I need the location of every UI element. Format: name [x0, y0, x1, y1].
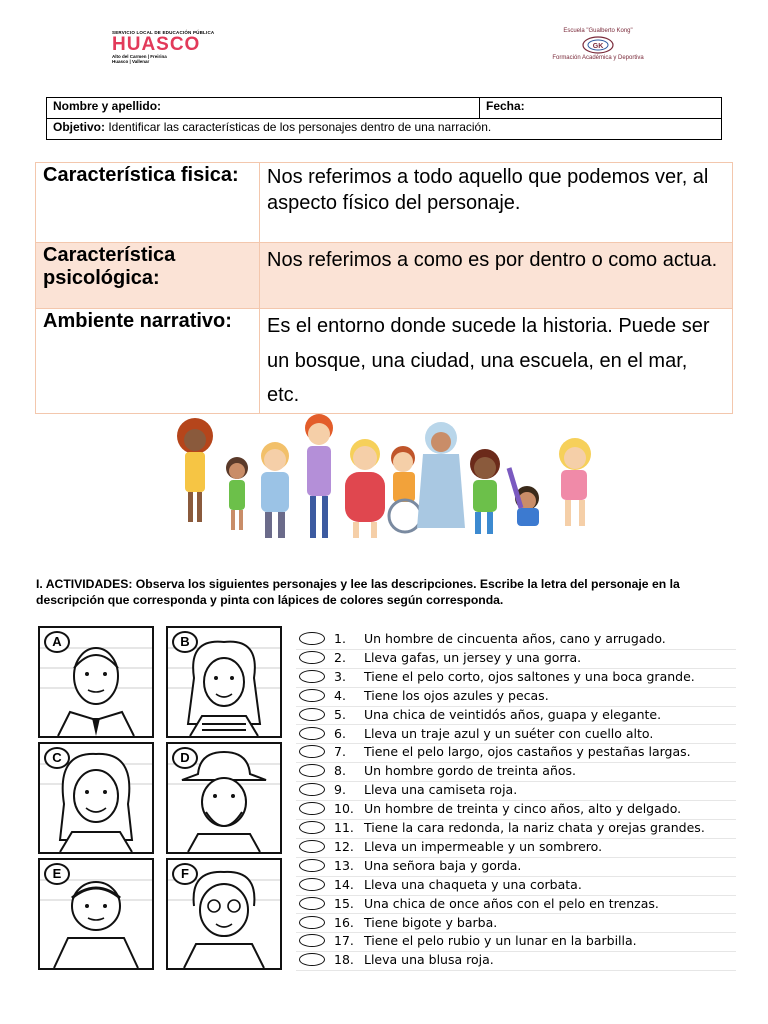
child-figure: [177, 418, 213, 522]
character-portraits: [38, 626, 284, 972]
child-figure: [305, 414, 333, 538]
service-name: SERVICIO LOCAL DE EDUCACIÓN PÚBLICA: [112, 30, 215, 35]
answer-oval[interactable]: [299, 689, 325, 702]
answer-oval[interactable]: [299, 708, 325, 721]
portrait-label: E: [44, 863, 70, 885]
objective-text: Identificar las características de los personajes dentro de una narración.: [105, 120, 492, 134]
brand-name: [112, 36, 252, 54]
child-figure: [509, 468, 539, 526]
description-text: Un hombre de cincuenta años, cano y arrugado.: [364, 631, 666, 646]
description-text: Tiene el pelo corto, ojos saltones y una boca grande.: [364, 668, 695, 684]
answer-oval[interactable]: [299, 651, 325, 664]
description-item: [296, 800, 736, 820]
description-text: Lleva una camiseta roja.: [364, 782, 518, 798]
portrait-d: [166, 742, 282, 854]
definitions-table: [35, 162, 733, 414]
portrait-b: [166, 626, 282, 738]
description-text: Una señora baja y gorda.: [364, 857, 522, 873]
objective-row: [47, 119, 722, 140]
description-number: 11.: [334, 820, 354, 835]
description-text: Lleva un traje azul y un suéter con cuello alto.: [364, 725, 654, 741]
portrait-label: A: [44, 631, 70, 653]
description-item: [296, 706, 736, 726]
children-group-illustration: [155, 408, 617, 544]
answer-oval[interactable]: [299, 934, 325, 947]
description-text: Tiene el pelo rubio y un lunar en la barbilla.: [364, 933, 637, 949]
definition-row: [36, 309, 733, 414]
school-motto: Formación Académica y Deportiva: [552, 55, 644, 61]
portrait-c: [38, 742, 154, 854]
description-item: [296, 687, 736, 707]
description-text: Tiene bigote y barba.: [364, 914, 498, 930]
description-item: [296, 895, 736, 915]
description-number: 6.: [334, 725, 346, 741]
child-figure: [389, 446, 421, 532]
description-text: Tiene la cara redonda, la nariz chata y orejas grandes.: [364, 820, 705, 835]
child-figure: [345, 439, 385, 538]
description-item: [296, 649, 736, 669]
description-text: Una chica de veintidós años, guapa y elegante.: [364, 706, 662, 722]
description-item: [296, 857, 736, 877]
child-figure: [470, 449, 500, 534]
answer-oval[interactable]: [299, 897, 325, 910]
description-text: Una chica de once años con el pelo en trenzas.: [364, 895, 659, 911]
description-item: [296, 781, 736, 801]
description-item: [296, 838, 736, 858]
portrait-label: B: [172, 631, 198, 653]
definition-term: Característica psicológica:: [36, 243, 260, 309]
description-number: 14.: [334, 876, 354, 892]
description-number: 2.: [334, 649, 346, 665]
child-figure: [559, 438, 591, 526]
portrait-f: [166, 858, 282, 970]
child-figure: [417, 422, 465, 528]
answer-oval[interactable]: [299, 840, 325, 853]
definition-term: Ambiente narrativo:: [36, 309, 260, 414]
child-figure: [261, 442, 289, 538]
name-label: Nombre y apellido:: [53, 99, 162, 113]
description-item: [296, 819, 736, 839]
description-number: 12.: [334, 838, 354, 854]
answer-oval[interactable]: [299, 859, 325, 872]
description-number: 5.: [334, 706, 346, 722]
answer-oval[interactable]: [299, 953, 325, 966]
answer-oval[interactable]: [299, 745, 325, 758]
brand-text: HUASCO: [112, 34, 201, 55]
portrait-a: [38, 626, 154, 738]
description-number: 9.: [334, 782, 346, 798]
school-name: Escuela "Gualberto Kong": [563, 28, 633, 34]
description-text: Lleva gafas, un jersey y una gorra.: [364, 649, 582, 665]
description-item: [296, 914, 736, 934]
portrait-label: D: [172, 747, 198, 769]
definition-description: Nos referimos a todo aquello que podemos ver, al aspecto físico del personaje.: [260, 163, 733, 243]
date-label: Fecha:: [486, 99, 525, 113]
answer-oval[interactable]: [299, 632, 325, 645]
answer-oval[interactable]: [299, 821, 325, 834]
portrait-e: [38, 858, 154, 970]
activity-prefix: I.: [36, 577, 46, 591]
answer-oval[interactable]: [299, 727, 325, 740]
definition-description: Nos referimos a como es por dentro o como actua.: [260, 243, 733, 309]
objective-label: Objetivo:: [53, 120, 106, 134]
description-item: [296, 951, 736, 971]
student-info-table: [46, 97, 722, 140]
definition-term: Característica fisica:: [36, 163, 260, 243]
definition-description: Es el entorno donde sucede la historia. Puede ser un bosque, una ciudad, una escuela, en el mar, etc.: [260, 309, 733, 414]
description-number: 18.: [334, 952, 354, 968]
description-text: Lleva una chaqueta y una corbata.: [364, 876, 582, 892]
portrait-label: C: [44, 747, 70, 769]
huasco-logo: [112, 30, 252, 66]
description-text: Tiene los ojos azules y pecas.: [364, 687, 549, 703]
answer-oval[interactable]: [299, 764, 325, 777]
description-item: [296, 876, 736, 896]
description-item: [296, 932, 736, 952]
description-list: [296, 626, 740, 978]
answer-oval[interactable]: [299, 802, 325, 815]
description-number: 13.: [334, 857, 354, 873]
activity-instruction-text: Observa los siguientes personajes y lee las descripciones. Escribe la letra del personaje en la descripción que corresponda y pinta con lápices de colores según corresponda.: [36, 577, 680, 607]
description-text: Lleva un impermeable y un sombrero.: [364, 838, 603, 854]
definition-row: [36, 163, 733, 243]
description-item: [296, 762, 736, 782]
description-text: Un hombre gordo de treinta años.: [364, 763, 577, 779]
description-item: [296, 630, 736, 650]
answer-oval[interactable]: [299, 670, 325, 683]
description-item: [296, 743, 736, 763]
definition-row: [36, 243, 733, 309]
date-field[interactable]: [480, 98, 722, 119]
description-text: Lleva una blusa roja.: [364, 952, 494, 968]
description-number: 10.: [334, 801, 354, 817]
description-number: 3.: [334, 668, 346, 684]
description-text: Tiene el pelo largo, ojos castaños y pestañas largas.: [364, 744, 691, 760]
description-number: 16.: [334, 914, 354, 930]
portrait-label: F: [172, 863, 198, 885]
communes-line-1: Alto del Carmen | Freirina: [112, 54, 167, 59]
activity-instructions: [36, 576, 736, 608]
school-logo: [536, 28, 660, 66]
svg-text:GK: GK: [592, 43, 604, 50]
answer-oval[interactable]: [299, 916, 325, 929]
answer-oval[interactable]: [299, 783, 325, 796]
description-number: 8.: [334, 763, 346, 779]
description-number: 17.: [334, 933, 354, 949]
communes-line-2: Huasco | Vallenar: [112, 59, 150, 64]
answer-oval[interactable]: [299, 878, 325, 891]
child-figure: [226, 457, 248, 530]
description-text: Un hombre de treinta y cinco años, alto y delgado.: [364, 801, 682, 817]
description-number: 7.: [334, 744, 346, 760]
description-number: 4.: [334, 687, 346, 703]
activity-title: ACTIVIDADES:: [45, 577, 133, 591]
description-number: 1.: [334, 631, 346, 646]
school-emblem-icon: [581, 36, 615, 54]
name-field[interactable]: [47, 98, 480, 119]
description-number: 15.: [334, 895, 354, 911]
description-item: [296, 725, 736, 745]
description-item: [296, 668, 736, 688]
